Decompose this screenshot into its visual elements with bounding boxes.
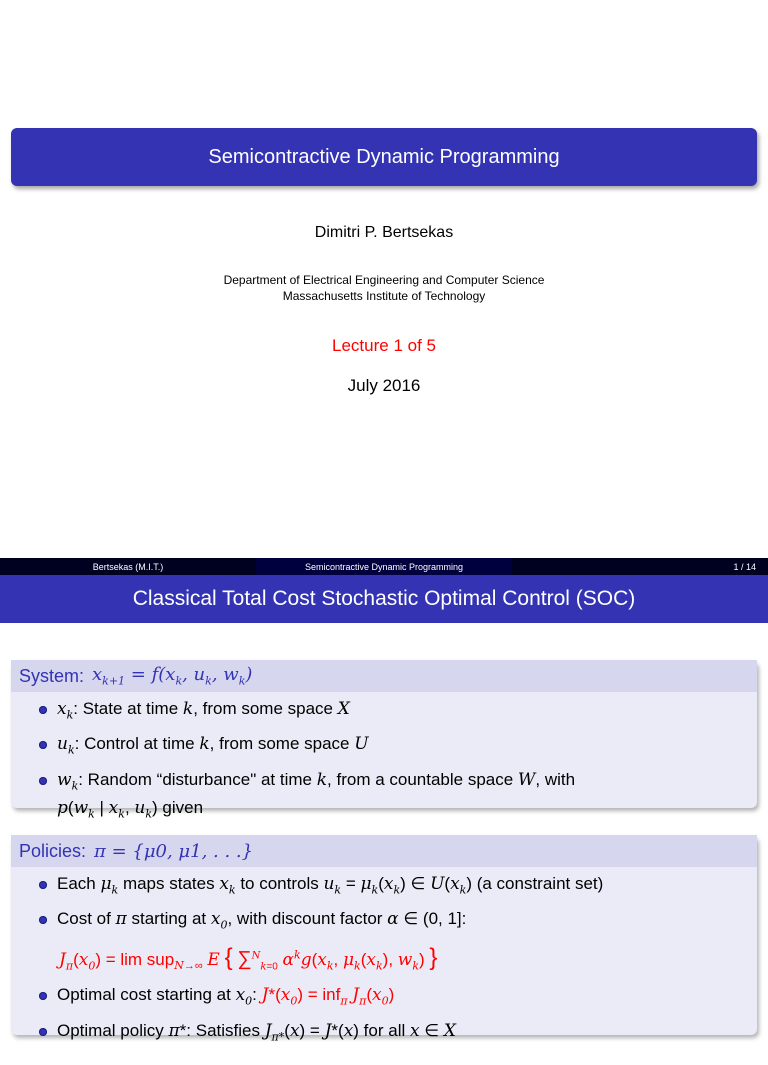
footer-page-number: 1 / 14 — [512, 558, 768, 575]
lecture-number: Lecture 1 of 5 — [332, 336, 436, 355]
policies-block — [11, 835, 757, 1043]
list-item: Optimal policy π*: Satisfies $J_{\pi*}(x) = J*(x)$ for all x ∈ X — [35, 1020, 745, 1048]
system-block — [11, 660, 757, 821]
footer-author: Bertsekas (M.I.T.) — [0, 558, 256, 575]
slide-footer — [0, 558, 768, 575]
bullet-icon — [39, 777, 47, 785]
list-item: $x_k$: State at time k, from some space X — [35, 698, 745, 726]
title-banner — [11, 128, 757, 186]
bullet-icon — [39, 916, 47, 924]
bullet-icon — [39, 881, 47, 889]
policies-equation: π = {μ0, μ1, . . .} — [94, 840, 254, 862]
frame-title-bar — [0, 575, 768, 623]
list-item: Optimal cost starting at $x_0$: $J*(x_0) = inf_\pi$ $J_\pi(x_0)$ — [35, 984, 745, 1012]
cost-formula: $J_\pi(x_0) = \lim sup_{N\to\infty}$ E { ∑$^N_{k=0}$ $\alpha^kg(x_k$, $\mu_k(x_k)$, $w_k$) } — [59, 943, 438, 973]
system-block-header — [11, 660, 757, 692]
policies-block-body — [11, 867, 757, 1065]
system-label: System: — [19, 665, 85, 686]
presentation-title: Semicontractive Dynamic Programming — [208, 145, 560, 168]
policies-block-header — [11, 835, 757, 867]
system-block-body — [11, 692, 757, 843]
bullet-icon — [39, 706, 47, 714]
frame-title: Classical Total Cost Stochastic Optimal Control (SOC) — [132, 587, 636, 610]
institute-name: Massachusetts Institute of Technology — [282, 289, 486, 303]
bullet-icon — [39, 1028, 47, 1036]
system-equation: $x_{k+1} = f(x_k$, $u_k$, $w_k$) — [92, 664, 253, 688]
list-item: Each $\mu_k$ maps states $x_k$ to controls $u_k = \mu_k(x_k)$ ∈ $U(x_k)$ (a constraint set) — [35, 873, 745, 901]
footer-title: Semicontractive Dynamic Programming — [256, 558, 512, 575]
department-name: Department of Electrical Engineering and Computer Science — [223, 273, 545, 287]
author-name: Dimitri P. Bertsekas — [314, 224, 454, 241]
list-item: $w_k$: Random “disturbance" at time k, from a countable space W, with $p(w_k$ | $x_k$, $u_k$) given — [35, 769, 745, 826]
presentation-date: July 2016 — [347, 376, 421, 395]
policies-label: Policies: — [19, 840, 87, 861]
list-item: Cost of π starting at $x_0$, with discount factor α ∈ (0, 1]: — [35, 908, 745, 936]
list-item: $u_k$: Control at time k, from some space U — [35, 733, 745, 761]
bullet-icon — [39, 992, 47, 1000]
bullet-icon — [39, 741, 47, 749]
